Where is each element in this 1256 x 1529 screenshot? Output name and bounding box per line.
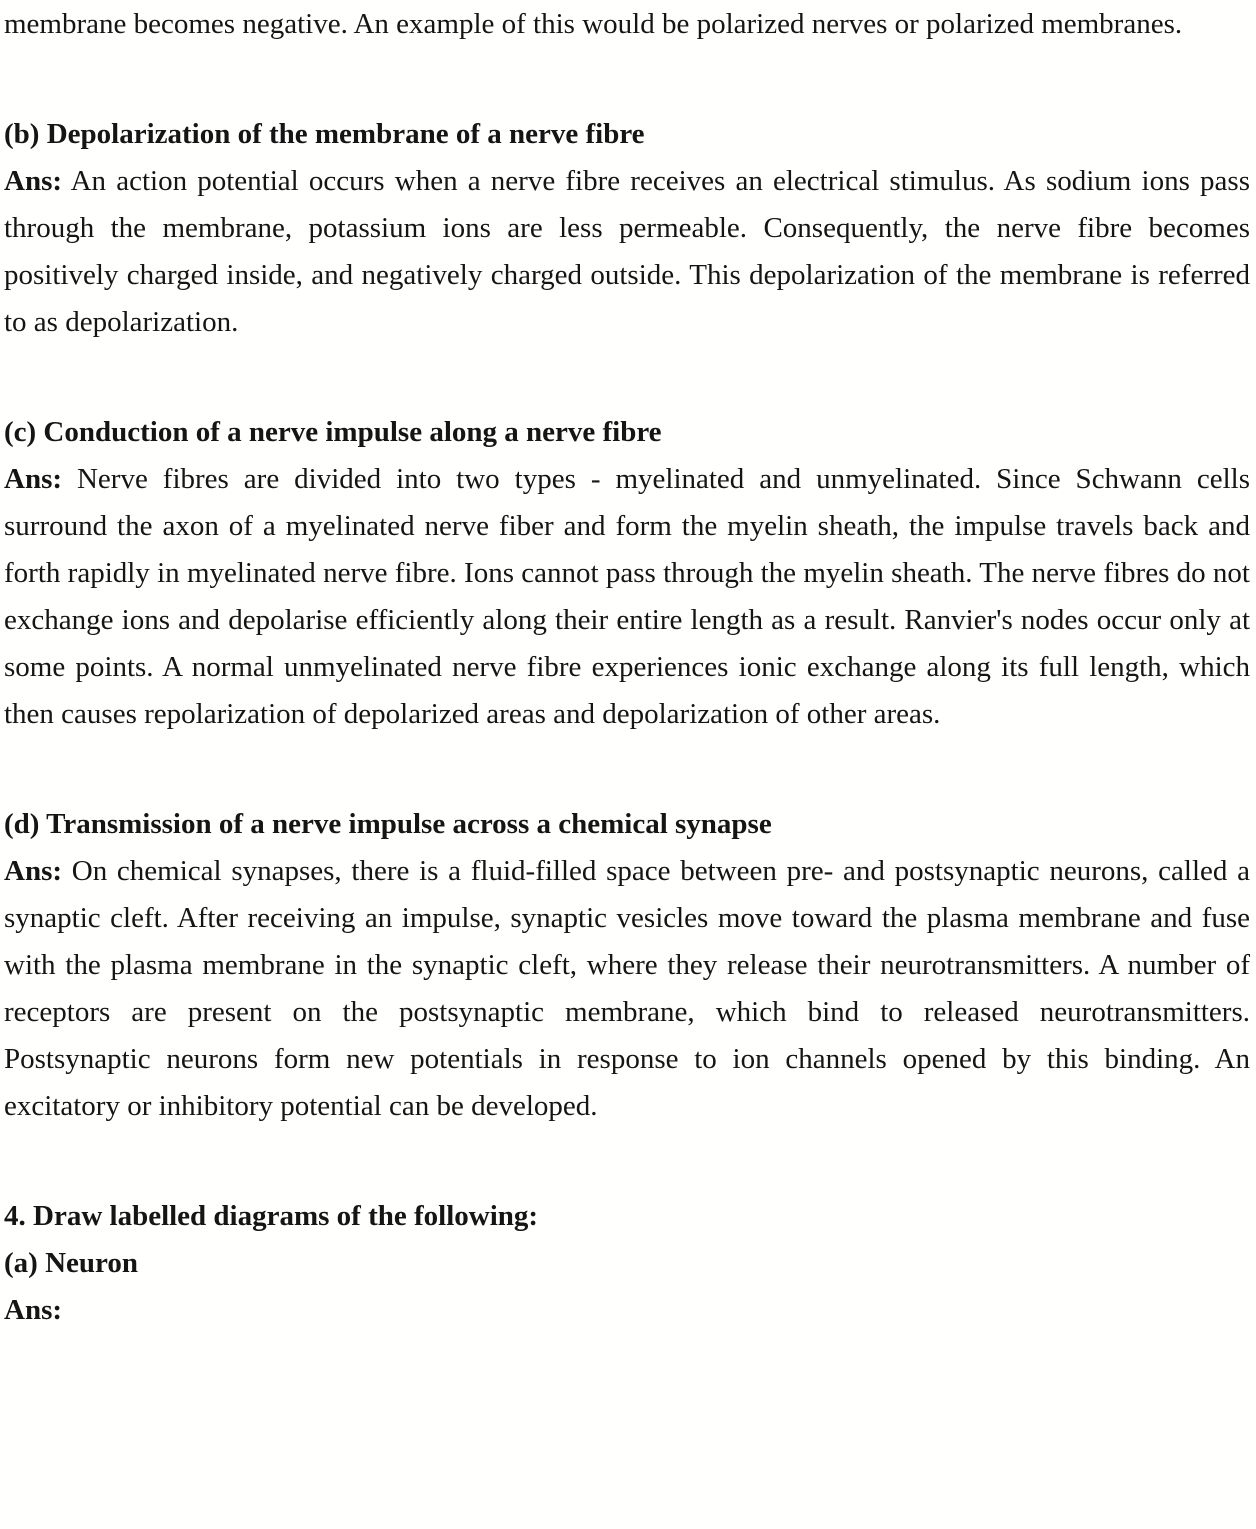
answer-paragraph-d (4, 848, 1250, 1130)
section-heading-b: (b) Depolarization of the membrane of a nerve fibre (4, 118, 645, 150)
ans-label-b: Ans: (4, 165, 63, 197)
question-4-item-a: (a) Neuron (4, 1247, 138, 1279)
question-4-ans-label: Ans: (4, 1294, 63, 1326)
question-4-block (4, 1193, 1250, 1334)
answer-paragraph-c (4, 456, 1250, 738)
answer-paragraph-b (4, 158, 1250, 346)
ans-label-d: Ans: (4, 855, 63, 887)
question-4-heading: 4. Draw labelled diagrams of the following: (4, 1200, 539, 1232)
answer-text-c: Nerve fibres are divided into two types - myelinated and unmyelinated. Since Schwann cells surround the axon of a myelinated nerve fiber and form the myelin sheath, the impulse travels back and forth rapidly in myelinated nerve fibre. Ions cannot pass through the myelin sheath. The nerve fibres do not exchange ions and depolarise efficiently along their entire length as a result. Ranvier's nodes occur only at some points. A normal unmyelinated nerve fibre experiences ionic exchange along its full length, which then causes repolarization of depolarized areas and depolarization of other areas. (4, 463, 1250, 730)
section-heading-d: (d) Transmission of a nerve impulse across a chemical synapse (4, 808, 772, 840)
ans-label-c: Ans: (4, 463, 63, 495)
intro-paragraph: membrane becomes negative. An example of this would be polarized nerves or polarized membranes. (4, 8, 1183, 40)
section-heading-c: (c) Conduction of a nerve impulse along a nerve fibre (4, 416, 662, 448)
answer-text-b: An action potential occurs when a nerve fibre receives an electrical stimulus. As sodium ions pass through the membrane, potassium ions are less permeable. Consequently, the nerve fibre becomes positively charged inside, and negatively charged outside. This depolarization of the membrane is referred to as depolarization. (4, 165, 1250, 338)
answer-text-d: On chemical synapses, there is a fluid-filled space between pre- and postsynaptic neurons, called a synaptic cleft. After receiving an impulse, synaptic vesicles move toward the plasma membrane and fuse with the plasma membrane in the synaptic cleft, where they release their neurotransmitters. A number of receptors are present on the postsynaptic membrane, which bind to released neurotransmitters. Postsynaptic neurons form new potentials in response to ion channels opened by this binding. An excitatory or inhibitory potential can be developed. (4, 855, 1250, 1122)
